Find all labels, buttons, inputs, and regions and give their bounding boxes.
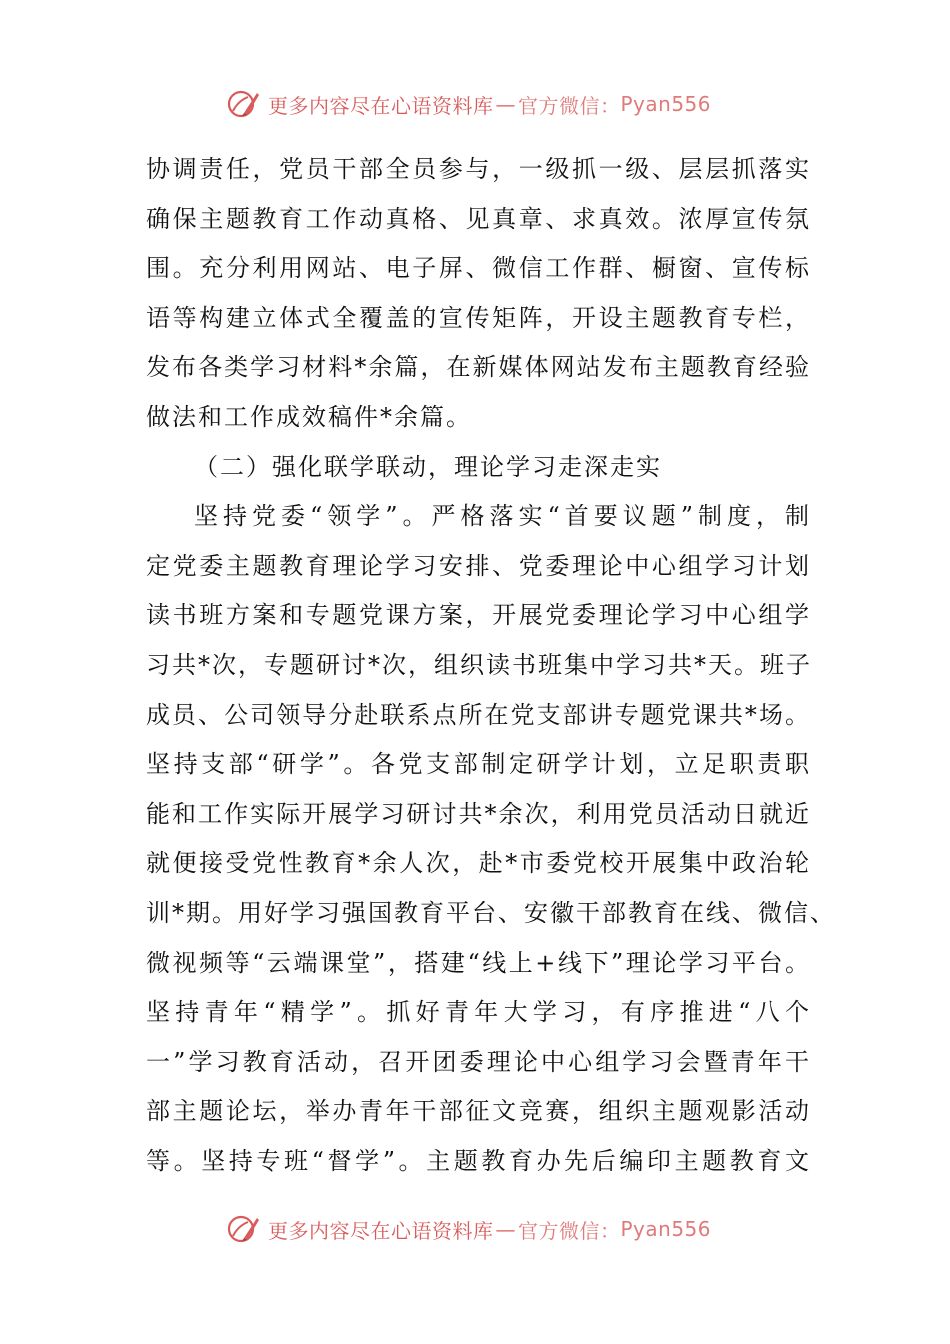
text-line: 微视频等“云端课堂”，搭建“线上+线下”理论学习平台。 [146,948,811,977]
text-line: 等。坚持专班“督学”。主题教育办先后编印主题教育文 [146,1146,811,1175]
watermark-suffix: 官方微信： [518,1218,621,1243]
pen-logo-icon [226,87,260,121]
document-body [146,145,836,1186]
text-line: 一”学习教育活动，召开团委理论中心组学习会暨青年干 [146,1047,811,1076]
watermark-prefix: 更多内容尽在心语资料库 [268,1218,494,1243]
watermark-dash: — [495,1217,516,1241]
watermark-header [226,87,711,121]
text-line: 确保主题教育工作动真格、见真章、求真效。浓厚宣传氛 [146,204,811,233]
pen-logo-icon [226,1212,260,1246]
text-line: 坚持支部“研学”。各党支部制定研学计划，立足职责职 [146,750,811,779]
text-line: 就便接受党性教育*余人次，赴*市委党校开展集中政治轮 [146,849,811,878]
watermark-footer [226,1212,711,1246]
watermark-suffix: 官方微信： [518,93,621,118]
text-line: 习共*次，专题研讨*次，组织读书班集中学习共*天。班子 [146,650,812,679]
text-line: 发布各类学习材料*余篇，在新媒体网站发布主题教育经验 [146,353,811,382]
text-line: 能和工作实际开展学习研讨共*余次，利用党员活动日就近 [146,799,811,828]
text-line: 定党委主题教育理论学习安排、党委理论中心组学习计划 [146,551,811,580]
text-line: 部主题论坛，举办青年干部征文竞赛，组织主题观影活动 [146,1097,811,1126]
watermark-dash: — [495,92,516,116]
watermark-wechat-id: Pyan556 [620,92,712,116]
text-line: 训*期。用好学习强国教育平台、安徽干部教育在线、微信、 [146,898,836,927]
text-line: 语等构建立体式全覆盖的宣传矩阵，开设主题教育专栏， [146,303,811,332]
text-line: 成员、公司领导分赴联系点所在党支部讲专题党课共*场。 [146,700,811,729]
watermark-wechat-id: Pyan556 [620,1217,712,1241]
text-line: 坚持青年“精学”。抓好青年大学习，有序推进“八个 [146,998,811,1027]
text-line: 做法和工作成效稿件*余篇。 [146,402,472,431]
text-line: 读书班方案和专题党课方案，开展党委理论学习中心组学 [146,601,811,630]
section-heading: （二）强化联学联动，理论学习走深走实 [194,452,662,481]
text-line: 协调责任，党员干部全员参与，一级抓一级、层层抓落实 [146,155,811,183]
text-line: 坚持党委“领学”。严格落实“首要议题”制度，制 [194,502,811,531]
watermark-prefix: 更多内容尽在心语资料库 [268,93,494,118]
text-line: 围。充分利用网站、电子屏、微信工作群、橱窗、宣传标 [146,254,811,283]
